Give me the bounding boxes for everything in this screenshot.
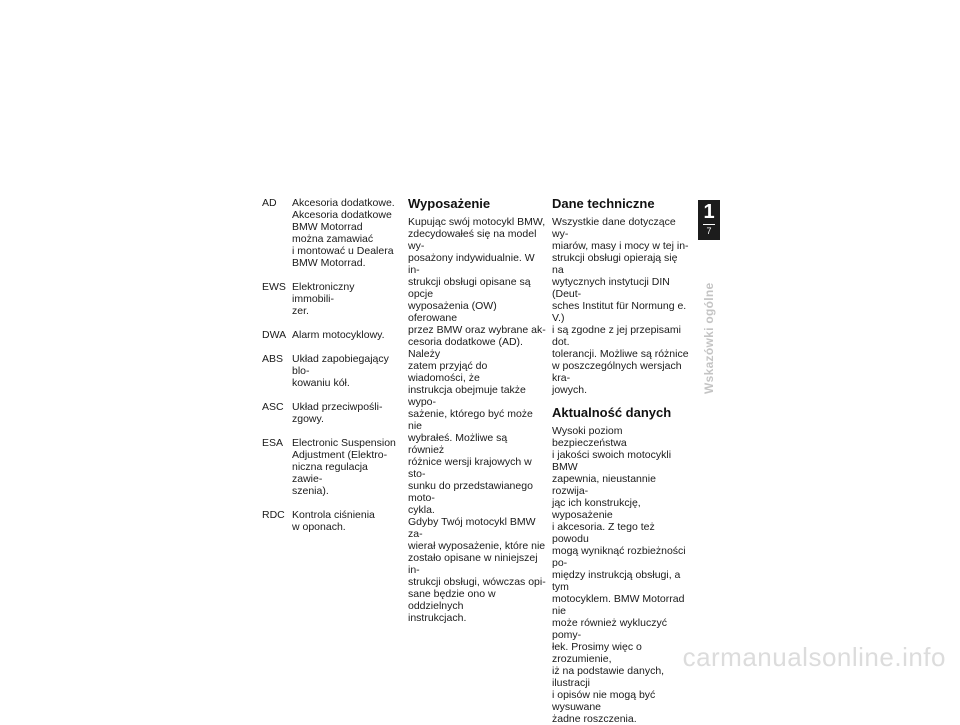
abbreviation-text: Układ zapobiegający blo- kowaniu kół.	[292, 353, 389, 389]
chapter-number: 1	[703, 201, 715, 223]
abbreviation-key: AD	[262, 197, 277, 209]
abbreviation-item	[262, 281, 398, 317]
abbreviation-item	[262, 509, 398, 533]
data-topicality-heading: Aktualność danych	[552, 405, 672, 420]
abbreviation-key: EWS	[262, 281, 286, 293]
abbreviation-text: Układ przeciwpośli- zgowy.	[292, 401, 383, 425]
abbreviation-key: ASC	[262, 401, 284, 413]
abbreviation-text: Kontrola ciśnienia w oponach.	[292, 509, 375, 533]
chapter-side-title: Wskazówki ogólne	[702, 282, 716, 394]
chapter-tab	[698, 200, 720, 240]
equipment-text: Kupując swój motocykl BMW, zdecydowałeś się na model wy- posażony indywidualnie. W in- strukcji obsługi opisane są opcje wyposażenia (OW) oferowane przez BMW oraz wybrane ak- cesoria dodatkowe (AD). Należy zatem przyjąć do wiadomości, że instrukcja obejmuje także wypo- sażenie, którego być może nie wybrałeś. Możliwe są również różnice wersji krajowych w sto- sunku do przedstawianego moto- cykla. Gdyby Twój motocykl BMW za- wierał wyposażenie, które nie zostało opisane w niniejszej in- strukcji obsługi, wówczas opi- sane będzie ono w oddzielnych instrukcjach.	[408, 216, 546, 624]
abbreviation-item	[262, 353, 398, 389]
technical-data-text: Wszystkie dane dotyczące wy- miarów, masy i mocy w tej in- strukcji obsługi opierają się na wytycznych instytucji DIN (Deut- sches Institut für Normung e. V.) i są zgodne z jej przepisami dot. tolerancji. Możliwe są różnice w poszczególnych wersjach kra- jowych.	[552, 216, 689, 396]
abbreviation-item	[262, 329, 398, 341]
abbreviation-text: Alarm motocyklowy.	[292, 329, 385, 341]
abbreviation-item	[262, 401, 398, 425]
abbreviation-text: Electronic Suspension Adjustment (Elektro- niczna regulacja zawie- szenia).	[292, 437, 396, 497]
abbreviation-text: Elektroniczny immobili- zer.	[292, 281, 355, 317]
abbreviation-item	[262, 197, 398, 269]
abbreviation-list	[262, 197, 398, 545]
abbreviation-text: Akcesoria dodatkowe. Akcesoria dodatkowe BMW Motorrad można zamawiać i montować u Dealera BMW Motorrad.	[292, 197, 395, 269]
abbreviation-key: ESA	[262, 437, 284, 449]
abbreviation-item	[262, 437, 398, 497]
equipment-heading: Wyposażenie	[408, 196, 491, 211]
abbreviation-key: DWA	[262, 329, 287, 341]
technical-section	[552, 197, 690, 725]
page-number: 7	[706, 226, 712, 236]
watermark: carmanualsonline.info	[682, 642, 946, 672]
data-topicality-text: Wysoki poziom bezpieczeństwa i jakości swoich motocykli BMW zapewnia, nieustannie rozwija- jąc ich konstrukcję, wyposażenie i akcesoria. Z tego też powodu mogą wyniknąć rozbieżności po- między instrukcją obsługi, a tym motocyklem. BMW Motorrad nie może również wykluczyć pomy- łek. Prosimy więc o zrozumienie, iż na podstawie danych, ilustracji i opisów nie mogą być wysuwane żadne roszczenia.	[552, 425, 686, 725]
abbreviation-key: RDC	[262, 509, 285, 521]
equipment-section	[408, 197, 546, 624]
abbreviation-key: ABS	[262, 353, 284, 365]
technical-data-heading: Dane techniczne	[552, 196, 655, 211]
